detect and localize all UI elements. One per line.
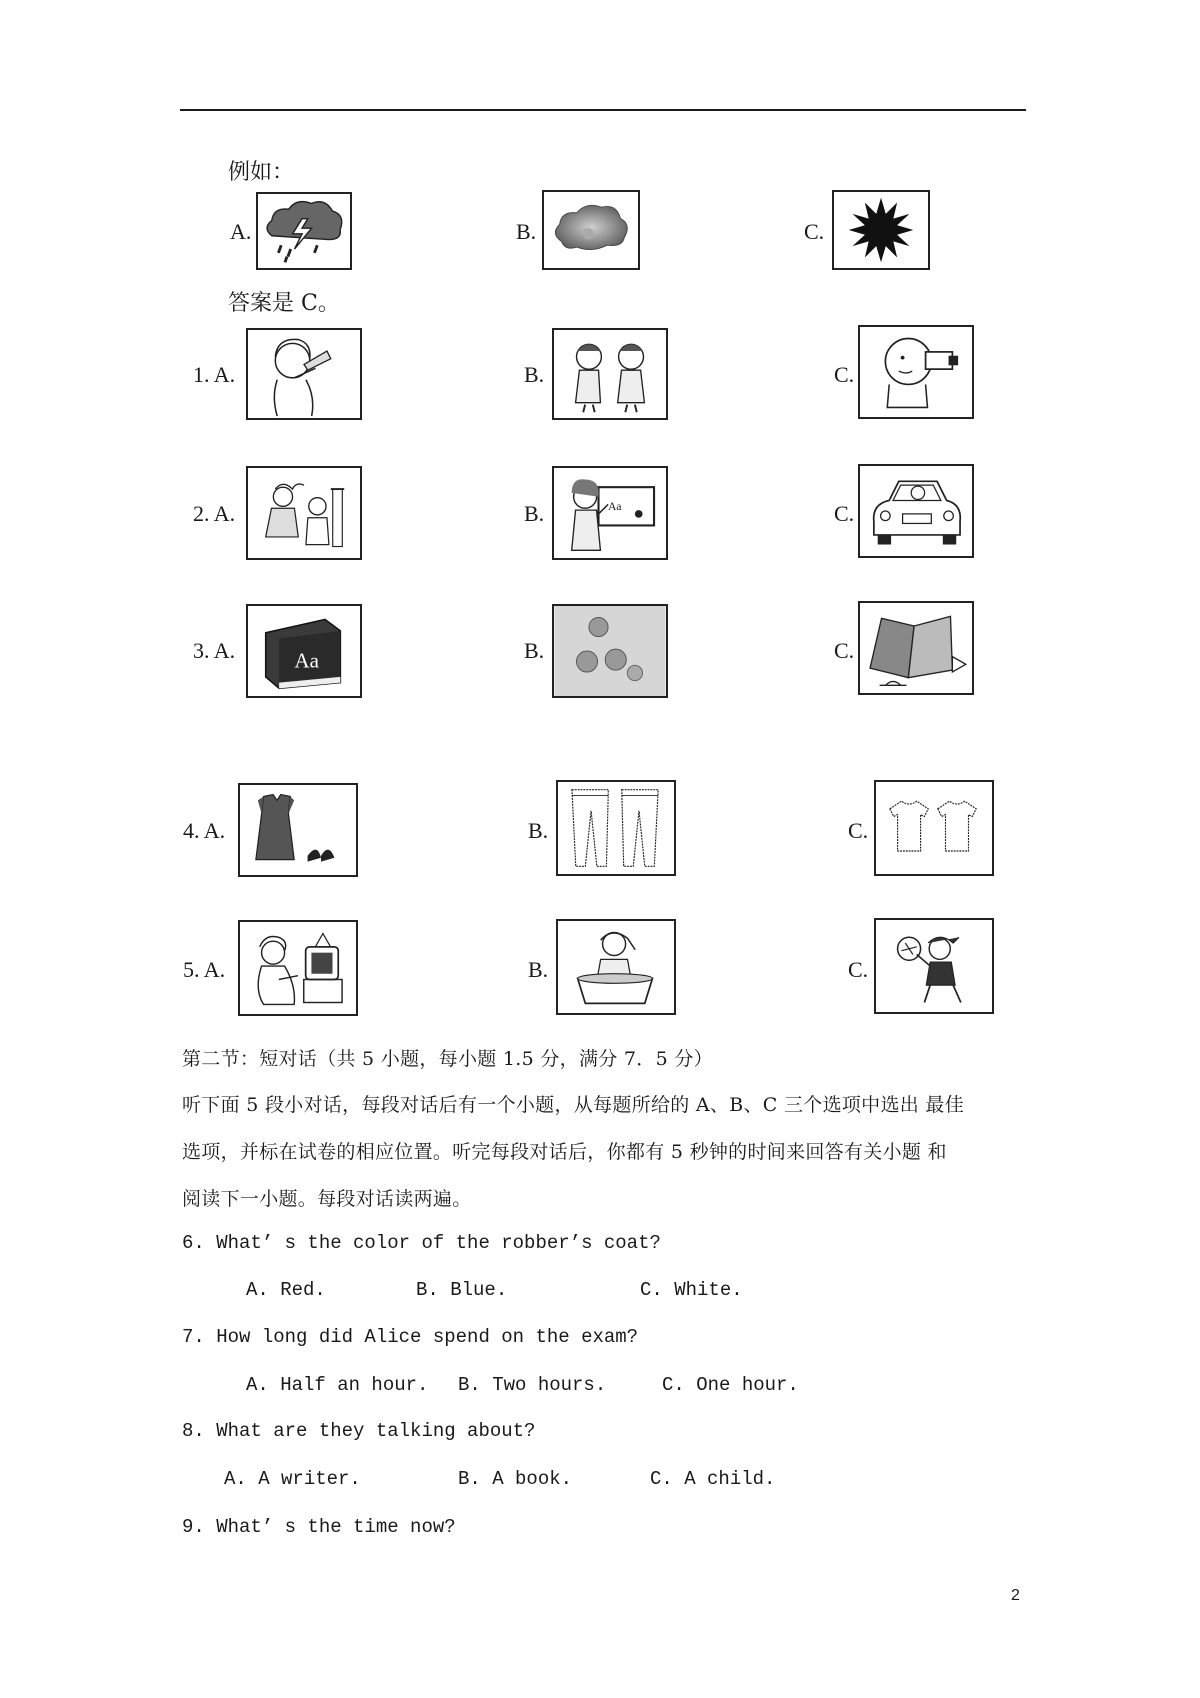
q4-option-b: [556, 780, 676, 876]
example-label-c: C.: [804, 219, 825, 244]
section2-title: 第二节：短对话（共 5 小题，每小题 1.5 分，满分 7．5 分）: [182, 1048, 713, 1070]
q2-label-c: C.: [834, 501, 855, 526]
woman-watching-tv-icon: [240, 922, 356, 1014]
q1-option-b: [552, 328, 668, 420]
driver-in-car-icon: [860, 466, 972, 556]
blackboard-text: Aa: [608, 501, 622, 514]
q1-label-b: B.: [524, 362, 545, 387]
question-7: 7. How long did Alice spend on the exam?: [182, 1326, 639, 1348]
book-cover-text: Aa: [294, 648, 319, 673]
q3-label-c: C.: [834, 638, 855, 663]
example-answer: 答案是 C。: [228, 291, 340, 316]
q3-label-a: 3. A.: [193, 638, 236, 663]
q5-label-a: 5. A.: [183, 957, 226, 982]
q2-option-c: [858, 464, 974, 558]
question-6-option-a: A. Red.: [246, 1279, 326, 1301]
q4-label-b: B.: [528, 818, 549, 843]
q4-label-a: 4. A.: [183, 818, 226, 843]
question-7-option-b: B. Two hours.: [458, 1374, 607, 1396]
girl-washing-clothes-icon: [558, 921, 674, 1013]
question-8-option-a: A. A writer.: [224, 1468, 361, 1490]
question-7-option-a: A. Half an hour.: [246, 1374, 429, 1396]
q1-label-a: 1. A.: [193, 362, 236, 387]
girl-drinking-icon: [248, 330, 360, 418]
girl-playing-ball-icon: [876, 920, 992, 1012]
question-8-option-b: B. A book.: [458, 1468, 573, 1490]
storm-cloud-icon: [258, 194, 350, 268]
question-8: 8. What are they talking about?: [182, 1420, 536, 1442]
open-book-icon: [860, 603, 972, 693]
q5-option-a: [238, 920, 358, 1016]
q3-label-b: B.: [524, 638, 545, 663]
q1-option-c: [858, 325, 974, 419]
q4-option-c: [874, 780, 994, 876]
question-8-option-c: C. A child.: [650, 1468, 776, 1490]
section2-instruction-line-2: 选项，并标在试卷的相应位置。听完每段对话后，你都有 5 秒钟的时间来回答有关小题 和: [182, 1141, 947, 1163]
jeans-icon: [558, 782, 674, 874]
q2-label-a: 2. A.: [193, 501, 236, 526]
q5-label-c: C.: [848, 957, 869, 982]
question-9: 9. What’ s the time now?: [182, 1516, 456, 1538]
doctor-patient-icon: [248, 468, 360, 558]
sun-icon: [834, 192, 928, 268]
q5-option-b: [556, 919, 676, 1015]
question-6-option-b: B. Blue.: [416, 1279, 508, 1301]
example-label-b: B.: [516, 219, 537, 244]
tshirts-icon: [876, 782, 992, 874]
example-label-a: A.: [230, 219, 252, 244]
q2-label-b: B.: [524, 501, 545, 526]
teacher-blackboard-icon: [554, 468, 666, 558]
dictionary-book-icon: [248, 606, 360, 696]
q2-option-a: [246, 466, 362, 560]
dress-and-shoes-icon: [240, 785, 356, 875]
section2-instruction-line-1: 听下面 5 段小对话，每段对话后有一个小题，从每题所给的 A、B、C 三个选项中选出 最佳: [182, 1094, 965, 1116]
two-boys-talking-icon: [554, 330, 666, 418]
example-option-b: [542, 190, 640, 270]
q5-option-c: [874, 918, 994, 1014]
q4-label-c: C.: [848, 818, 869, 843]
header-rule: [180, 109, 1026, 111]
question-6: 6. What’ s the color of the robber’s coat?: [182, 1232, 661, 1254]
section2-instruction-line-3: 阅读下一小题。每段对话读两遍。: [182, 1188, 472, 1210]
q5-label-b: B.: [528, 957, 549, 982]
example-option-a: [256, 192, 352, 270]
boy-with-camera-icon: [860, 327, 972, 417]
q1-label-c: C.: [834, 362, 855, 387]
question-6-option-c: C. White.: [640, 1279, 743, 1301]
cloud-icon: [544, 192, 638, 268]
example-heading: 例如：: [228, 160, 295, 185]
faces-picture-icon: [554, 606, 666, 696]
q3-option-b: [552, 604, 668, 698]
q4-option-a: [238, 783, 358, 877]
q1-option-a: [246, 328, 362, 420]
page-number: 2: [1011, 1587, 1020, 1604]
q2-option-b: [552, 466, 668, 560]
q3-option-a: [246, 604, 362, 698]
example-option-c: [832, 190, 930, 270]
question-7-option-c: C. One hour.: [662, 1374, 799, 1396]
q3-option-c: [858, 601, 974, 695]
